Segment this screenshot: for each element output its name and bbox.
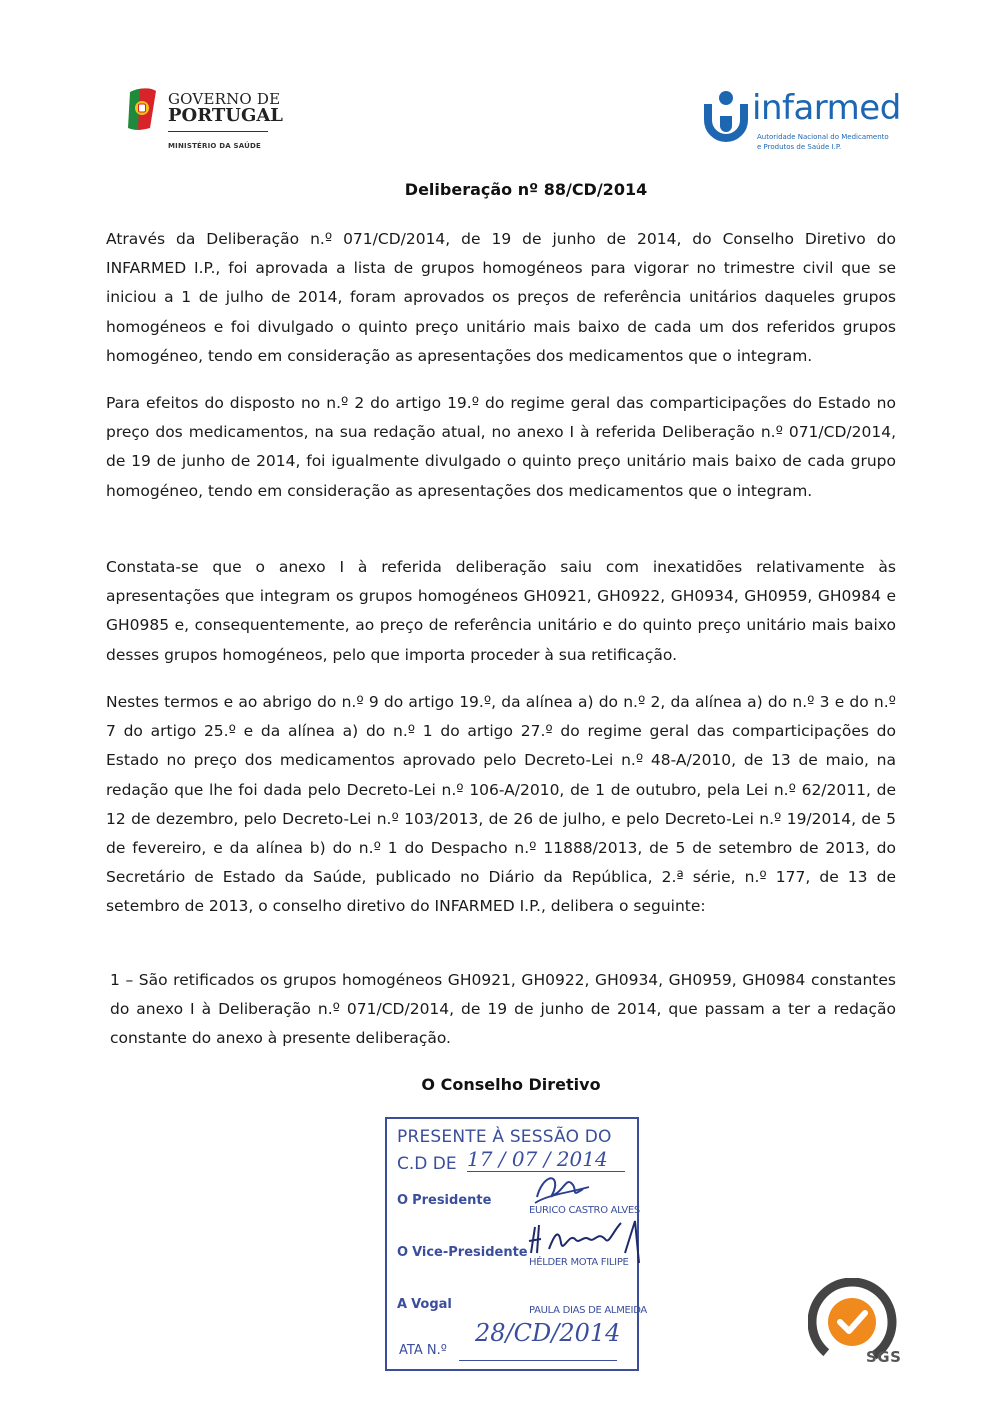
stamp-ata-line [459, 1360, 617, 1361]
portugal-flag-icon [124, 84, 162, 134]
stamp-member-president: EURICO CASTRO ALVES [529, 1205, 640, 1216]
role-label: Presidente [412, 1193, 492, 1208]
gov-logo-line2: PORTUGAL [168, 105, 283, 126]
governo-de-portugal-logo [124, 82, 283, 154]
stamp-member-vice-president: HÉLDER MOTA FILIPE [529, 1257, 629, 1268]
paragraph-1: Através da Deliberação n.º 071/CD/2014, de 19 de junho de 2014, do Conselho Diretivo do INFARMED I.P., foi aprovada a lista de grupos homogéneos para vigorar no trimestre civil que se iniciou a 1 de julho de 2014, foram aprovados os preços de referência unitários daqueles grupos homogéneos e foi divulgado o quinto preço unitário mais baixo de cada um dos referidos grupos homogéneo, tendo em consideração as apresentações dos medicamentos que o integram. [106, 230, 896, 365]
session-stamp [385, 1117, 647, 1371]
infarmed-subtitle-2: e Produtos de Saúde I.P. [757, 143, 842, 151]
stamp-role-vogal [397, 1297, 452, 1312]
role-mark: A [397, 1297, 408, 1312]
ministry-label: MINISTÉRIO DA SAÚDE [168, 142, 261, 150]
president-signature-icon [527, 1167, 597, 1215]
stamp-title-line2: C.D DE [397, 1154, 457, 1174]
infarmed-subtitle-1: Autoridade Nacional do Medicamento [757, 133, 889, 141]
paragraph-2: Para efeitos do disposto no n.º 2 do artigo 19.º do regime geral das comparticipações do Estado no preço dos medicamentos, na sua redação atual, no anexo I à referida Deliberação n.º 071/CD/2014, de 19 de junho de 2014, foi igualmente divulgado o quinto preço unitário mais baixo de cada grupo homogéneo, tendo em consideração as apresentações dos medicamentos que o integram. [106, 394, 896, 500]
sgs-certification-seal [808, 1278, 904, 1370]
stamp-member-vogal: PAULA DIAS DE ALMEIDA [529, 1305, 647, 1316]
role-label: Vogal [411, 1297, 452, 1312]
infarmed-emblem-icon [702, 90, 750, 142]
sgs-brand: SGS [866, 1348, 902, 1366]
paragraph-3: Constata-se que o anexo I à referida deliberação saiu com inexatidões relativamente às apresentações que integram os grupos homogéneos GH0921, GH0922, GH0934, GH0959, GH0984 e GH0985 e, consequentemente, ao preço de referência unitário e do quinto preço unitário mais baixo desses grupos homogéneos, pelo que importa proceder à sua retificação. [106, 558, 896, 664]
paragraph-5: 1 – São retificados os grupos homogéneos GH0921, GH0922, GH0934, GH0959, GH0984 constantes do anexo I à Deliberação n.º 071/CD/2014, de 19 de junho de 2014, que passam a ter a redação constante do anexo à presente deliberação. [110, 971, 896, 1048]
stamp-role-vice-president [397, 1245, 528, 1260]
infarmed-name: infarmed [752, 88, 901, 128]
stamp-role-president [397, 1193, 491, 1208]
council-heading: O Conselho Diretivo [421, 1075, 601, 1094]
stamp-title-line1: PRESENTE À SESSÃO DO [397, 1127, 612, 1147]
infarmed-logo [700, 88, 900, 160]
stamp-handwritten-date: 17 / 07 / 2014 [467, 1147, 608, 1171]
role-label: Vice-Presidente [412, 1245, 528, 1260]
document-title: Deliberação nº 88/CD/2014 [404, 180, 648, 199]
paragraph-4: Nestes termos e ao abrigo do n.º 9 do artigo 19.º, da alínea a) do n.º 2, da alínea a) do n.º 3 e do n.º 7 do artigo 25.º e da alínea a) do n.º 1 do artigo 27.º do regime geral das comparticipações do Estado no preço dos medicamentos aprovado pelo Decreto-Lei n.º 48-A/2010, de 13 de maio, na redação que lhe foi dada pelo Decreto-Lei n.º 106-A/2010, de 1 de outubro, pela Lei n.º 62/2011, de 12 de dezembro, pelo Decreto-Lei n.º 103/2013, de 26 de julho, e pelo Decreto-Lei n.º 19/2014, de 5 de fevereiro, e da alínea b) do n.º 1 do Despacho n.º 11888/2013, de 5 de setembro de 2013, do Secretário de Estado da Saúde, publicado no Diário da República, 2.ª série, n.º 177, de 13 de setembro de 2013, o conselho diretivo do INFARMED I.P., delibera o seguinte: [106, 693, 896, 916]
vice-president-signature-icon [525, 1213, 649, 1269]
stamp-ata-label: ATA N.º [399, 1343, 447, 1358]
stamp-ata-number: 28/CD/2014 [475, 1319, 621, 1347]
gov-logo-divider [168, 131, 268, 132]
gov-logo-line1: GOVERNO DE [168, 90, 281, 108]
role-mark: O [397, 1193, 409, 1208]
role-mark: O [397, 1245, 409, 1260]
